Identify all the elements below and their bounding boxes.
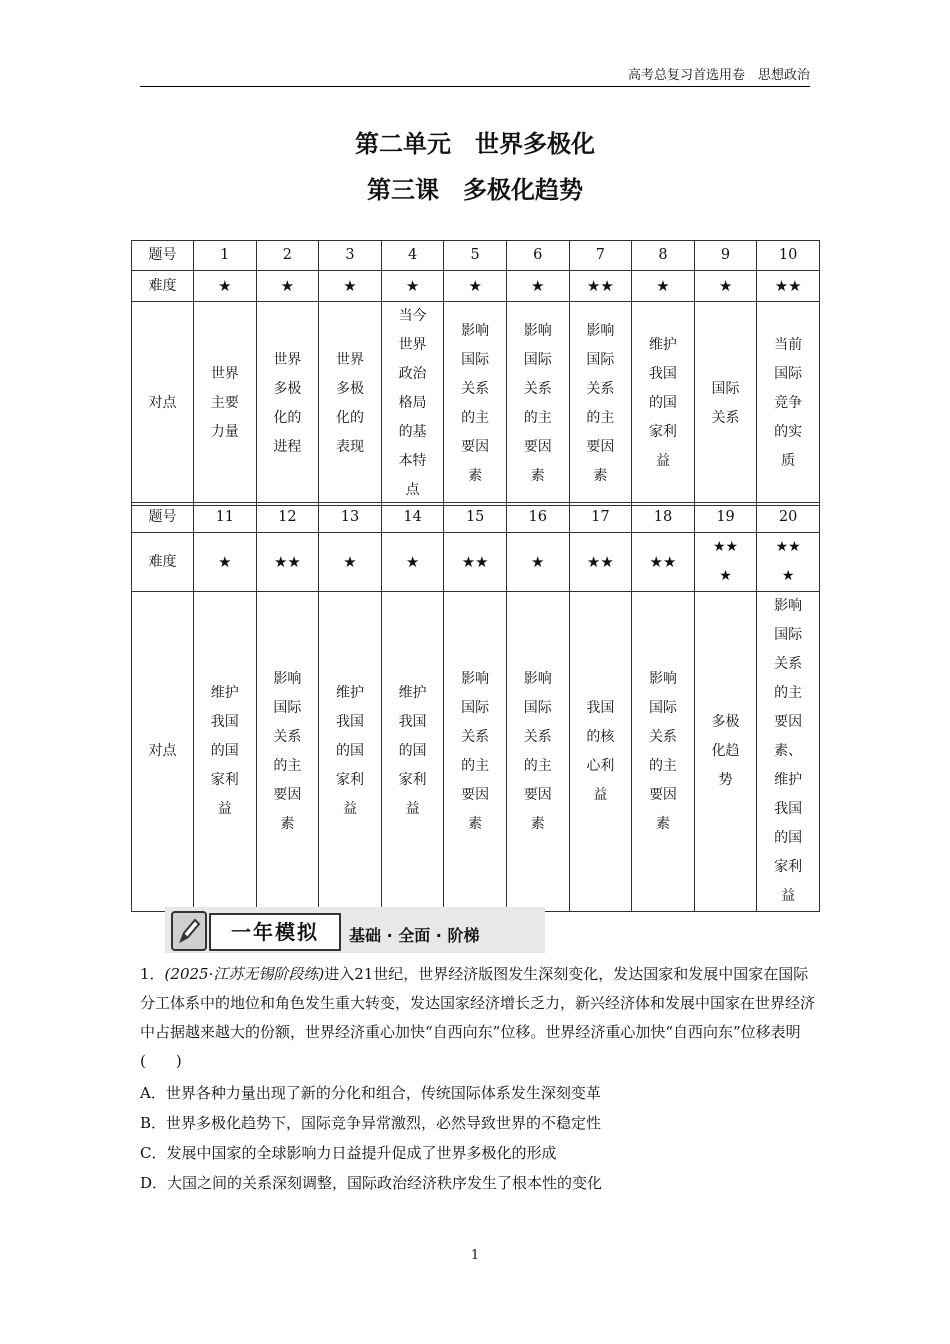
question-1-stem — [140, 960, 820, 1076]
cell-difficulty — [757, 533, 820, 592]
row-label-point: 对点 — [132, 592, 194, 912]
cell-num: 1 — [194, 241, 257, 271]
point-text: 影响国际关系的主要因素 — [648, 670, 677, 832]
cell-difficulty: ★ — [381, 271, 444, 302]
point-text: 影响国际关系的主要因素、维护我国的国家利益 — [774, 598, 803, 904]
point-text: 影响国际关系的主要因素 — [461, 670, 490, 832]
cell-point — [319, 592, 382, 912]
difficulty-table-1 — [131, 240, 820, 506]
cell-difficulty: ★ — [381, 533, 444, 592]
cell-num: 15 — [444, 503, 507, 533]
cell-point — [632, 592, 695, 912]
cell-num: 5 — [444, 241, 507, 271]
row-points — [132, 302, 820, 506]
cell-point — [444, 302, 507, 506]
question-number: 1． — [140, 965, 165, 983]
cell-point — [506, 592, 569, 912]
row-label-number: 题号 — [132, 241, 194, 271]
cell-num: 16 — [506, 503, 569, 533]
point-text: 维护我国的国家利益 — [210, 685, 239, 817]
point-text: 我国的核心利益 — [586, 699, 615, 803]
row-label-number: 题号 — [132, 503, 194, 533]
difficulty-text: ★★★ — [712, 539, 739, 584]
unit-title: 第二单元 世界多极化 — [355, 130, 595, 158]
cell-point — [319, 302, 382, 506]
cell-point — [569, 592, 632, 912]
difficulty-table-2 — [131, 502, 820, 912]
cell-point — [632, 302, 695, 506]
row-label-difficulty: 难度 — [132, 271, 194, 302]
cell-num: 9 — [694, 241, 757, 271]
cell-difficulty: ★★ — [632, 533, 695, 592]
option-a: A．世界各种力量出现了新的分化和组合，传统国际体系发生深刻变革 — [140, 1084, 601, 1102]
cell-num: 13 — [319, 503, 382, 533]
cell-point — [381, 592, 444, 912]
cell-num: 4 — [381, 241, 444, 271]
point-text: 国际关系 — [711, 380, 740, 426]
cell-num: 6 — [506, 241, 569, 271]
cell-num: 7 — [569, 241, 632, 271]
cell-difficulty: ★★ — [757, 271, 820, 302]
row-points — [132, 592, 820, 912]
point-text: 世界多极化的表现 — [335, 351, 364, 455]
cell-num: 3 — [319, 241, 382, 271]
point-text: 当今世界政治格局的基本特点 — [398, 308, 427, 498]
question-text: 进入21世纪，世界经济版图发生深刻变化，发达国家和发展中国家在国际分工体系中的地位和角色发生重大转变，发达国家经济增长乏力，新兴经济体和发展中国家在世界经济中占据越来越大的份额，世界经济重心加快“自西向东”位移。世界经济重心加快“自西向东”位移表明( ) — [140, 965, 816, 1070]
pencil-icon — [171, 911, 207, 951]
difficulty-text: ★★★ — [775, 539, 801, 584]
cell-point — [444, 592, 507, 912]
point-text: 世界主要力量 — [210, 366, 239, 440]
option-c: C．发展中国家的全球影响力日益提升促成了世界多极化的形成 — [140, 1144, 557, 1162]
point-text: 影响国际关系的主要因素 — [586, 322, 615, 484]
cell-point — [256, 592, 319, 912]
point-text: 影响国际关系的主要因素 — [273, 670, 302, 832]
page-number: 1 — [470, 1248, 480, 1263]
cell-point — [506, 302, 569, 506]
cell-num: 2 — [256, 241, 319, 271]
cell-point — [256, 302, 319, 506]
point-text: 影响国际关系的主要因素 — [523, 322, 552, 484]
cell-difficulty: ★ — [256, 271, 319, 302]
cell-num: 17 — [569, 503, 632, 533]
point-text: 多极化趋势 — [711, 714, 740, 788]
row-difficulty — [132, 533, 820, 592]
cell-point — [381, 302, 444, 506]
cell-num: 8 — [632, 241, 695, 271]
cell-num: 12 — [256, 503, 319, 533]
cell-difficulty: ★ — [194, 533, 257, 592]
cell-point — [757, 302, 820, 506]
cell-point — [569, 302, 632, 506]
point-text: 世界多极化的进程 — [273, 351, 302, 455]
cell-difficulty: ★ — [319, 271, 382, 302]
row-difficulty — [132, 271, 820, 302]
row-label-difficulty: 难度 — [132, 533, 194, 592]
cell-difficulty: ★★ — [256, 533, 319, 592]
cell-num: 19 — [694, 503, 757, 533]
cell-point — [194, 302, 257, 506]
cell-difficulty: ★★ — [444, 533, 507, 592]
cell-num: 14 — [381, 503, 444, 533]
running-header: 高考总复习首选用卷 思想政治 — [140, 66, 810, 87]
point-text: 影响国际关系的主要因素 — [523, 670, 552, 832]
cell-difficulty: ★ — [506, 271, 569, 302]
point-text: 影响国际关系的主要因素 — [461, 322, 490, 484]
question-source: (2025·江苏无锡阶段练) — [164, 965, 325, 983]
banner-title: 一年模拟 — [209, 913, 341, 951]
cell-num: 20 — [757, 503, 820, 533]
cell-difficulty — [694, 533, 757, 592]
cell-num: 18 — [632, 503, 695, 533]
banner-subtitle: 基础 · 全面 · 阶梯 — [349, 926, 480, 945]
row-numbers — [132, 503, 820, 533]
point-text: 当前国际竞争的实质 — [774, 337, 803, 469]
row-label-point: 对点 — [132, 302, 194, 506]
cell-point — [694, 302, 757, 506]
cell-difficulty: ★★ — [569, 271, 632, 302]
section-banner — [165, 907, 545, 953]
lesson-title: 第三课 多极化趋势 — [367, 176, 583, 204]
cell-num: 10 — [757, 241, 820, 271]
cell-point — [694, 592, 757, 912]
point-text: 维护我国的国家利益 — [648, 337, 677, 469]
point-text: 维护我国的国家利益 — [335, 685, 364, 817]
cell-difficulty: ★ — [319, 533, 382, 592]
cell-point — [194, 592, 257, 912]
cell-difficulty: ★★ — [569, 533, 632, 592]
cell-point — [757, 592, 820, 912]
point-text: 维护我国的国家利益 — [398, 685, 427, 817]
option-d: D．大国之间的关系深刻调整，国际政治经济秩序发生了根本性的变化 — [140, 1174, 603, 1192]
cell-difficulty: ★ — [506, 533, 569, 592]
row-numbers — [132, 241, 820, 271]
cell-difficulty: ★ — [444, 271, 507, 302]
cell-num: 11 — [194, 503, 257, 533]
cell-difficulty: ★ — [194, 271, 257, 302]
cell-difficulty: ★ — [632, 271, 695, 302]
cell-difficulty: ★ — [694, 271, 757, 302]
option-b: B．世界多极化趋势下，国际竞争异常激烈，必然导致世界的不稳定性 — [140, 1114, 602, 1132]
